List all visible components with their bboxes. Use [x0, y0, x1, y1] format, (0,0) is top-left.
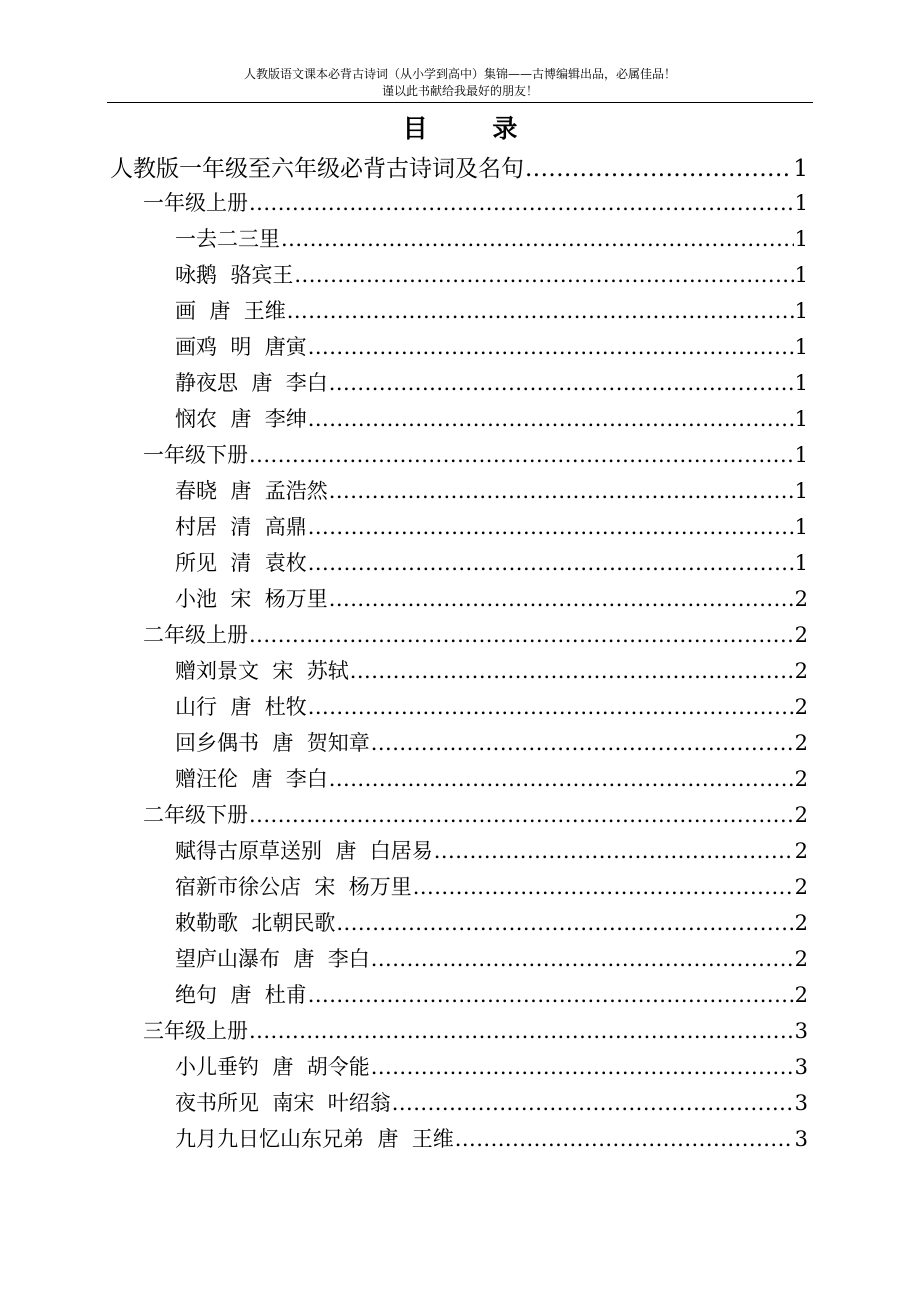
toc-entry-label: 山行 唐 杜牧 — [175, 695, 307, 719]
toc-leader-dots — [249, 803, 794, 827]
toc-page-number: 1 — [794, 551, 808, 575]
toc-entry[interactable] — [175, 295, 808, 325]
header-line-1: 人教版语文课本必背古诗词（从小学到高中）集锦——古博编辑出品，必属佳品！ — [243, 67, 676, 81]
toc-page-number: 1 — [794, 479, 808, 503]
toc-entry-label: 二年级下册 — [143, 803, 248, 827]
toc-page-number: 1 — [794, 407, 808, 431]
toc-page-number: 2 — [794, 623, 808, 647]
header-line-2: 谨以此书献给我最好的朋友！ — [381, 84, 538, 98]
toc-leader-dots — [329, 479, 794, 503]
toc-entry[interactable] — [175, 1051, 808, 1081]
toc-entry[interactable] — [175, 367, 808, 397]
toc-page-number: 1 — [794, 371, 808, 395]
toc-leader-dots — [329, 587, 794, 611]
toc-leader-dots — [392, 1091, 794, 1115]
toc-entry[interactable] — [143, 1015, 808, 1045]
toc-entry-label: 静夜思 唐 李白 — [175, 371, 328, 395]
toc-entry-label: 三年级上册 — [143, 1019, 248, 1043]
toc-page-number: 3 — [794, 1127, 808, 1151]
toc-entry-label: 二年级上册 — [143, 623, 248, 647]
toc-entry[interactable] — [110, 150, 808, 183]
header-rule — [107, 102, 813, 103]
toc-page-number: 1 — [793, 156, 808, 182]
toc-leader-dots — [308, 335, 794, 359]
toc-page-number: 3 — [794, 1019, 808, 1043]
toc-entry[interactable] — [175, 1123, 808, 1153]
toc-page-number: 2 — [794, 983, 808, 1007]
toc-entry-label: 赋得古原草送别 唐 白居易 — [175, 839, 433, 863]
toc-page-number: 3 — [794, 1055, 808, 1079]
toc-entry[interactable] — [175, 835, 808, 865]
toc-page-number: 1 — [794, 335, 808, 359]
toc-page-number: 1 — [794, 191, 808, 215]
toc-page-number: 2 — [794, 659, 808, 683]
toc-page-number: 2 — [794, 947, 808, 971]
toc-entry-label: 画 唐 王维 — [175, 299, 286, 323]
toc-entry-label: 宿新市徐公店 宋 杨万里 — [175, 875, 412, 899]
toc-leader-dots — [249, 191, 794, 215]
toc-entry-label: 九月九日忆山东兄弟 唐 王维 — [175, 1127, 454, 1151]
toc-entry-label: 夜书所见 南宋 叶绍翁 — [175, 1091, 391, 1115]
toc-leader-dots — [329, 371, 794, 395]
toc-entry[interactable] — [143, 439, 808, 469]
toc-entry-label: 春晓 唐 孟浩然 — [175, 479, 328, 503]
toc-entry-label: 赠刘景文 宋 苏轼 — [175, 659, 349, 683]
toc-entry-label: 画鸡 明 唐寅 — [175, 335, 307, 359]
toc-leader-dots — [455, 1127, 794, 1151]
toc-leader-dots — [371, 1055, 794, 1079]
toc-page-number: 2 — [794, 587, 808, 611]
toc-entry[interactable] — [175, 763, 808, 793]
toc-entry-label: 悯农 唐 李绅 — [175, 407, 307, 431]
toc-page-number: 2 — [794, 767, 808, 791]
toc-entry-label: 回乡偶书 唐 贺知章 — [175, 731, 370, 755]
toc-entry[interactable] — [175, 331, 808, 361]
toc-leader-dots — [434, 839, 794, 863]
toc-page-number: 1 — [794, 299, 808, 323]
toc-entry-label: 咏鹅 骆宾王 — [175, 263, 294, 287]
toc-entry-label: 一年级上册 — [143, 191, 248, 215]
toc-page-number: 3 — [794, 1091, 808, 1115]
toc-entry-label: 小池 宋 杨万里 — [175, 587, 328, 611]
toc-leader-dots — [308, 695, 794, 719]
toc-entry-label: 一年级下册 — [143, 443, 248, 467]
toc-entry[interactable] — [175, 475, 808, 505]
toc-entry-label: 所见 清 袁枚 — [175, 551, 307, 575]
page-header — [107, 66, 813, 100]
toc-entry-label: 赠汪伦 唐 李白 — [175, 767, 328, 791]
toc-page-number: 2 — [794, 803, 808, 827]
toc-entry[interactable] — [175, 691, 808, 721]
toc-leader-dots — [308, 551, 794, 575]
toc-leader-dots — [249, 623, 794, 647]
toc-entry[interactable] — [175, 871, 808, 901]
toc-entry[interactable] — [175, 655, 808, 685]
toc-entry-label: 一去二三里 — [175, 227, 280, 251]
toc-entry-label: 敕勒歌 北朝民歌 — [175, 911, 336, 935]
toc-entry-label: 望庐山瀑布 唐 李白 — [175, 947, 370, 971]
toc-leader-dots — [249, 443, 794, 467]
toc-entry[interactable] — [175, 907, 808, 937]
toc-entry[interactable] — [143, 187, 808, 217]
toc-page-number: 2 — [794, 695, 808, 719]
toc-page-number: 1 — [794, 263, 808, 287]
toc-leader-dots — [308, 515, 794, 539]
toc-leader-dots — [336, 911, 793, 935]
toc-entry[interactable] — [175, 979, 808, 1009]
toc-page-number: 1 — [794, 227, 808, 251]
toc-page-number: 1 — [794, 443, 808, 467]
toc-entry-label: 村居 清 高鼎 — [175, 515, 307, 539]
toc-leader-dots — [371, 731, 794, 755]
toc-leader-dots — [281, 227, 794, 251]
toc-entry[interactable] — [143, 799, 808, 829]
toc-leader-dots — [308, 983, 794, 1007]
toc-entry[interactable] — [175, 511, 808, 541]
toc-leader-dots — [525, 156, 792, 182]
toc-leader-dots — [371, 947, 794, 971]
toc-page-number: 2 — [794, 875, 808, 899]
toc-entry[interactable] — [175, 259, 808, 289]
toc-entry-label: 绝句 唐 杜甫 — [175, 983, 307, 1007]
toc-entry-label: 人教版一年级至六年级必背古诗词及名句 — [110, 156, 524, 182]
toc-entry[interactable] — [175, 223, 808, 253]
toc-page-number: 1 — [794, 515, 808, 539]
toc-page-number: 2 — [794, 839, 808, 863]
toc-entry[interactable] — [175, 547, 808, 577]
toc-entry[interactable] — [175, 727, 808, 757]
toc-entry[interactable] — [175, 583, 808, 613]
toc-leader-dots — [308, 407, 794, 431]
toc-leader-dots — [287, 299, 794, 323]
toc-entry[interactable] — [175, 1087, 808, 1117]
toc-leader-dots — [329, 767, 794, 791]
toc-leader-dots — [294, 263, 793, 287]
toc-page-number: 2 — [794, 911, 808, 935]
toc-page-number: 2 — [794, 731, 808, 755]
toc-entry-label: 小儿垂钓 唐 胡令能 — [175, 1055, 370, 1079]
toc-entry[interactable] — [175, 943, 808, 973]
toc-title: 目 录 — [402, 114, 546, 143]
toc-leader-dots — [249, 1019, 794, 1043]
toc-entry[interactable] — [143, 619, 808, 649]
toc-entry[interactable] — [175, 403, 808, 433]
toc-leader-dots — [413, 875, 794, 899]
toc-leader-dots — [350, 659, 794, 683]
